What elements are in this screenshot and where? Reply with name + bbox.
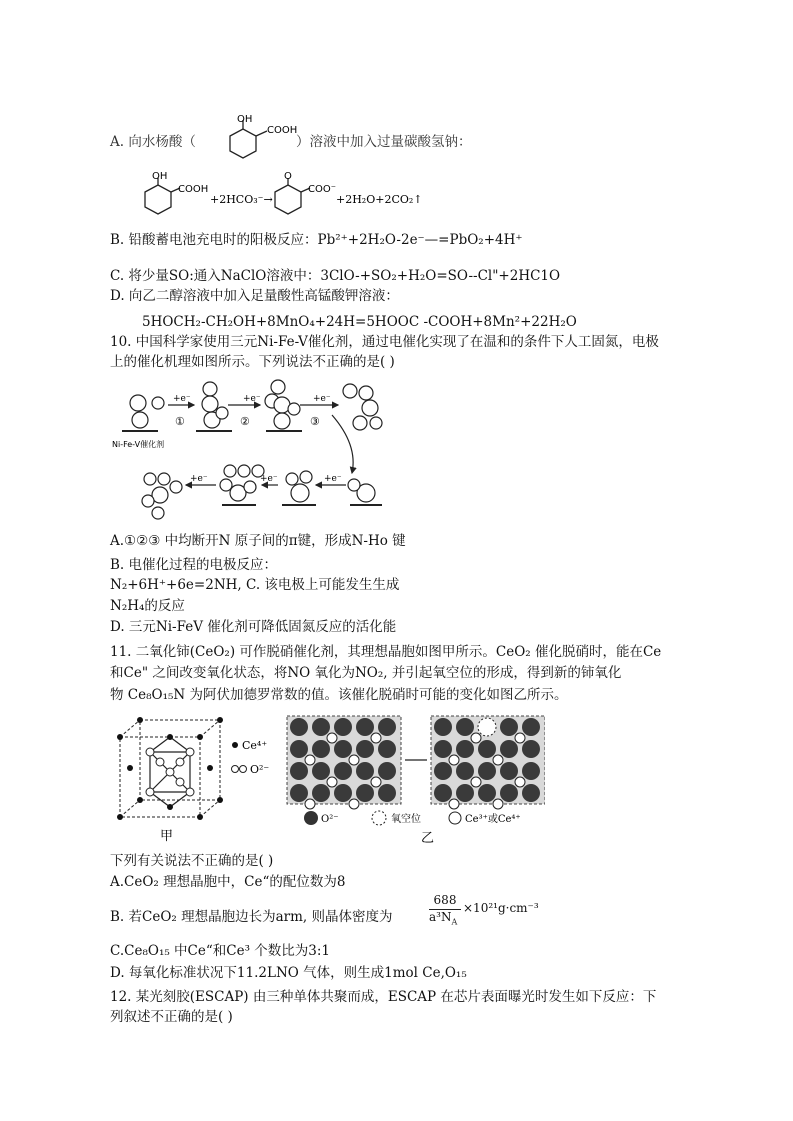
oxygen-ion [356, 718, 374, 736]
oxygen-ion [522, 762, 540, 780]
oxygen-ion [522, 740, 540, 758]
density-tail: ×10²¹g·cm⁻³ [463, 901, 539, 915]
oxygen-ion [478, 762, 496, 780]
q10-option-b-2: N₂+6H⁺+6e=2NH, C. 该电极上可能发生生成 [110, 577, 400, 593]
q9-option-a [110, 133, 196, 151]
oxygen-ion [356, 762, 374, 780]
cerium-ion [449, 799, 459, 809]
oxygen-ion [434, 762, 452, 780]
q9-option-a-suffix: ）溶液中加入过量碳酸氢钠： [296, 134, 472, 150]
cerium-ion [493, 799, 503, 809]
oxygen-ion [378, 784, 396, 802]
oxygen-ion [356, 784, 374, 802]
step-2-label: ② [240, 415, 250, 428]
e-label-5: +e⁻ [260, 474, 278, 484]
oxygen-ion [378, 762, 396, 780]
q11-stem-1: 11. 二氧化铈(CeO₂) 可作脱硝催化剂，其理想晶胞如图甲所示。CeO₂ 催化脱硝时，能在Ce [110, 644, 662, 660]
q9-option-d-equation: 5HOCH₂-CH₂OH+8MnO₄+24H=5HOOC -COOH+8Mn²+22H₂O [142, 314, 577, 330]
oxygen-ion [312, 718, 330, 736]
oxygen-ion [378, 718, 396, 736]
oxygen-ion [290, 762, 308, 780]
oxygen-ion [522, 784, 540, 802]
q11-option-d: D. 每氧化标准状况下11.2LNO 气体，则生成1mol Ce,O₁₅ [110, 965, 467, 981]
oxygen-ion [334, 784, 352, 802]
cerium-ion [449, 755, 459, 765]
oxygen-ion [356, 740, 374, 758]
q11-stem-3: 物 Ce₈O₁₅N 为阿伏加德罗常数的值。该催化脱硝时可能的变化如图乙所示。 [110, 687, 568, 703]
q10-stem-2: 上的催化机理如图所示。下列说法不正确的是( ) [110, 354, 395, 370]
legend-ce4: Ce⁴⁺ [242, 739, 268, 752]
density-denominator-sub: A [451, 917, 458, 927]
oxygen-ion [456, 784, 474, 802]
struct-oh-label: OH [237, 114, 253, 125]
cerium-ion [305, 755, 315, 765]
legend-o2: O²⁻ [250, 763, 270, 776]
cerium-ion [349, 755, 359, 765]
q10-option-b: B. 电催化过程的电极反应： [110, 557, 278, 573]
q11-figure-yi [285, 712, 545, 847]
e-label-6: +e⁻ [190, 474, 208, 484]
q10-option-a: A.①②③ 中均断开N 原子间的π键，形成N-Ho 键 [110, 533, 406, 549]
label-jia: 甲 [160, 829, 174, 844]
oxygen-ion [478, 740, 496, 758]
q11-ask: 下列有关说法不正确的是( ) [110, 853, 274, 869]
catalyst-label: Ni-Fe-V催化剂 [112, 440, 165, 449]
step-3-label: ③ [310, 415, 320, 428]
q9-option-a-prefix: A. 向水杨酸（ [110, 134, 196, 150]
oxygen-ion [500, 784, 518, 802]
e-label-1: +e⁻ [173, 394, 191, 404]
q11-option-a: A.CeO₂ 理想晶胞中，Ce“的配位数为8 [110, 874, 346, 890]
oxygen-ion [312, 762, 330, 780]
cerium-ion [327, 777, 337, 787]
oxygen-ion [290, 740, 308, 758]
oxygen-ion [500, 718, 518, 736]
q12-stem-2: 列叙述不正确的是( ) [110, 1009, 233, 1025]
q10-option-b-3: N₂H₄的反应 [110, 598, 185, 614]
q10-option-d: D. 三元Ni-FeV 催化剂可降低固氮反应的活化能 [110, 619, 397, 635]
q12-stem-1: 12. 某光刻胶(ESCAP) 由三种单体共聚而成，ESCAP 在芯片表面曝光时发生如下反应：下 [110, 989, 657, 1005]
e-label-2: +e⁻ [243, 394, 261, 404]
struct-cooh-label: COOH [267, 125, 298, 136]
density-numerator: 688 [433, 893, 457, 907]
oxygen-ion [478, 784, 496, 802]
oxygen-ion [312, 784, 330, 802]
leg-vacancy: 氧空位 [391, 814, 421, 825]
oxygen-ion [334, 718, 352, 736]
oxygen-ion [290, 784, 308, 802]
leg-ce: Ce³⁺或Ce⁴⁺ [465, 814, 521, 825]
oxygen-ion [500, 740, 518, 758]
q9-equation-structures [130, 170, 430, 225]
density-denominator-text: a³N [429, 910, 452, 924]
q9-option-c: C. 将少量SO:通入NaClO溶液中：3ClO-+SO₂+H₂O=SO--Cl"+2HC1O [110, 268, 561, 284]
oxygen-ion [456, 718, 474, 736]
q9-option-d: D. 向乙二醇溶液中加入足量酸性高锰酸钾溶液： [110, 288, 399, 304]
oxygen-ion [522, 718, 540, 736]
q9-option-b: B. 铅酸蓄电池充电时的阳极反应：Pb²⁺+2H₂O-2e⁻—=PbO₂+4H⁺ [110, 232, 523, 248]
q10-mechanism-figure [110, 375, 400, 525]
oxygen-ion [456, 740, 474, 758]
cerium-ion [471, 777, 481, 787]
q11-option-b-text: B. 若CeO₂ 理想晶胞边长为arm, 则晶体密度为 [110, 909, 393, 925]
oxygen-ion [290, 718, 308, 736]
oxygen-ion [378, 740, 396, 758]
eq-cooh-label: COOH [178, 184, 209, 195]
e-label-4: +e⁻ [324, 474, 342, 484]
leg-o2: O²⁻ [321, 814, 339, 825]
q10-stem-1: 10. 中国科学家使用三元Ni-Fe-V催化剂，通过电催化实现了在温和的条件下人工固氮，电极 [110, 334, 659, 350]
cerium-ion [349, 799, 359, 809]
q11-stem-2: 和Ce" 之间改变氧化状态，将NO 氧化为NO₂, 并引起氧空位的形成，得到新的铈氧化 [110, 665, 622, 681]
label-yi: 乙 [421, 831, 435, 846]
oxygen-ion [434, 740, 452, 758]
q11-option-b [110, 908, 392, 926]
q11-option-c: C.Ce₈O₁₅ 中Ce“和Ce³ 个数比为3:1 [110, 943, 331, 959]
oxygen-ion [434, 784, 452, 802]
oxygen-vacancy-site [478, 718, 496, 736]
eq-oh-label: OH [152, 171, 168, 182]
step-1-label: ① [175, 415, 185, 428]
eq-mid: +2HCO₃⁻→ [210, 193, 273, 206]
eq-coo-label: COO⁻ [308, 184, 337, 195]
oxygen-ion [312, 740, 330, 758]
oxygen-ion [500, 762, 518, 780]
cerium-ion [515, 777, 525, 787]
eq-o-label: O [284, 171, 292, 182]
oxygen-ion [334, 762, 352, 780]
cerium-ion [371, 777, 381, 787]
cerium-ion [327, 733, 337, 743]
e-label-3: +e⁻ [313, 394, 331, 404]
cerium-ion [515, 733, 525, 743]
eq-end: +2H₂O+2CO₂↑ [336, 193, 423, 206]
oxygen-ion [334, 740, 352, 758]
oxygen-ion [434, 718, 452, 736]
cerium-ion [493, 755, 503, 765]
cerium-ion [305, 799, 315, 809]
density-formula [427, 893, 537, 929]
oxygen-ion [456, 762, 474, 780]
q11-figure-jia [110, 712, 285, 847]
cerium-ion [371, 733, 381, 743]
density-denominator [429, 910, 457, 926]
cerium-ion [471, 733, 481, 743]
